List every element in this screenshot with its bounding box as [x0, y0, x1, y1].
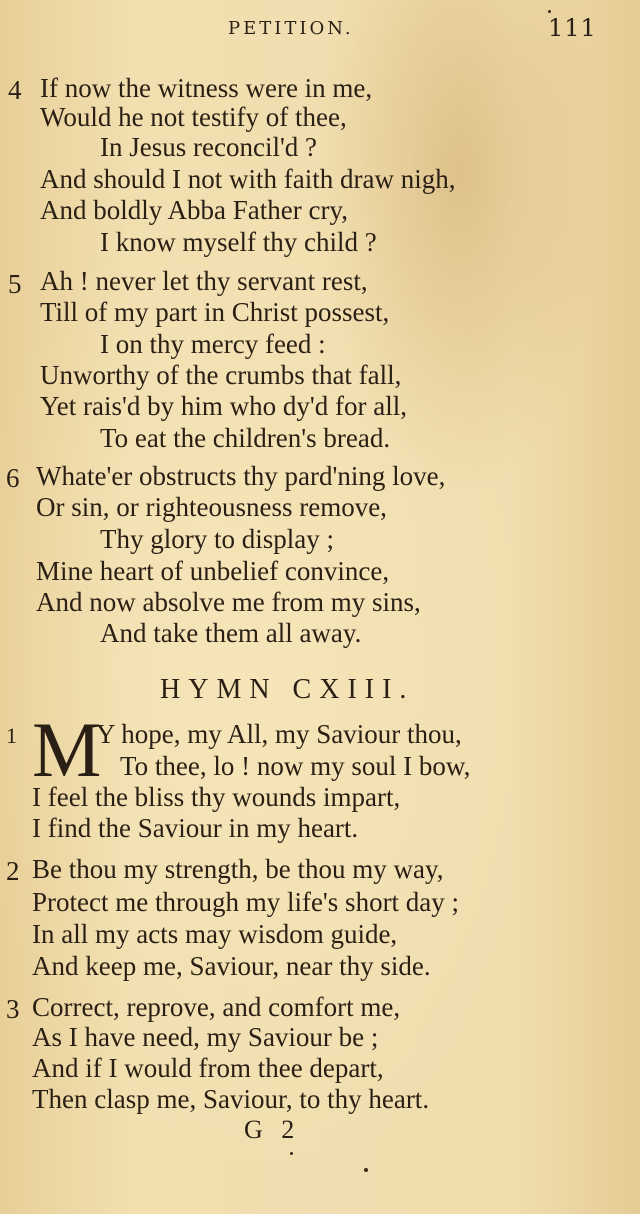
- stanza-number: 5: [8, 269, 22, 299]
- verse-line: And keep me, Saviour, near thy side.: [32, 951, 431, 981]
- verse-line: And boldly Abba Father cry,: [40, 195, 348, 225]
- verse-line: And if I would from thee depart,: [32, 1053, 384, 1083]
- verse-line: And should I not with faith draw nigh,: [40, 164, 456, 194]
- verse-line: In Jesus reconcil'd ?: [100, 132, 318, 162]
- verse-line: I know myself thy child ?: [100, 227, 377, 257]
- stanza-number: 4: [8, 75, 22, 105]
- hymn-title: HYMN CXIII.: [160, 674, 415, 705]
- verse-line: Or sin, or righteousness remove,: [36, 492, 387, 522]
- verse-line: I feel the bliss thy wounds impart,: [32, 782, 401, 812]
- verse-line: In all my acts may wisdom guide,: [32, 919, 398, 949]
- page-number: 111: [548, 14, 597, 42]
- verse-line: I find the Saviour in my heart.: [32, 813, 359, 843]
- ink-speck: [364, 1168, 368, 1172]
- verse-line: Y hope, my All, my Saviour thou,: [96, 719, 462, 749]
- ink-speck: [548, 10, 551, 13]
- verse-line: I on thy mercy feed :: [100, 329, 326, 359]
- verse-line: Protect me through my life's short day ;: [32, 887, 460, 917]
- verse-line: Whate'er obstructs thy pard'ning love,: [36, 461, 446, 491]
- stanza-number: 6: [6, 463, 20, 493]
- verse-line: Yet rais'd by him who dy'd for all,: [40, 391, 407, 421]
- stanza-number: 3: [6, 994, 20, 1024]
- verse-line: Ah ! never let thy servant rest,: [40, 266, 368, 296]
- verse-line: Would he not testify of thee,: [40, 102, 347, 132]
- verse-line: Then clasp me, Saviour, to thy heart.: [32, 1084, 430, 1114]
- verse-line: To eat the children's bread.: [100, 423, 391, 453]
- verse-line: To thee, lo ! now my soul I bow,: [120, 751, 471, 781]
- signature-mark: G 2: [244, 1115, 301, 1144]
- stanza-number: 2: [6, 856, 20, 886]
- verse-line: If now the witness were in me,: [40, 73, 373, 103]
- verse-line: And now absolve me from my sins,: [36, 587, 421, 617]
- verse-line: Unworthy of the crumbs that fall,: [40, 360, 402, 390]
- drop-cap: M: [32, 706, 102, 793]
- verse-line: Mine heart of unbelief convince,: [36, 556, 390, 586]
- ink-speck: [290, 1152, 293, 1155]
- running-head: PETITION.: [228, 18, 354, 39]
- verse-line: Till of my part in Christ possest,: [40, 297, 390, 327]
- verse-line: Correct, reprove, and comfort me,: [32, 992, 401, 1022]
- verse-line: Thy glory to display ;: [100, 524, 334, 554]
- verse-line: Be thou my strength, be thou my way,: [32, 854, 444, 884]
- verse-line: And take them all away.: [100, 618, 362, 648]
- verse-line: As I have need, my Saviour be ;: [32, 1022, 379, 1052]
- stanza-number: 1: [6, 723, 17, 748]
